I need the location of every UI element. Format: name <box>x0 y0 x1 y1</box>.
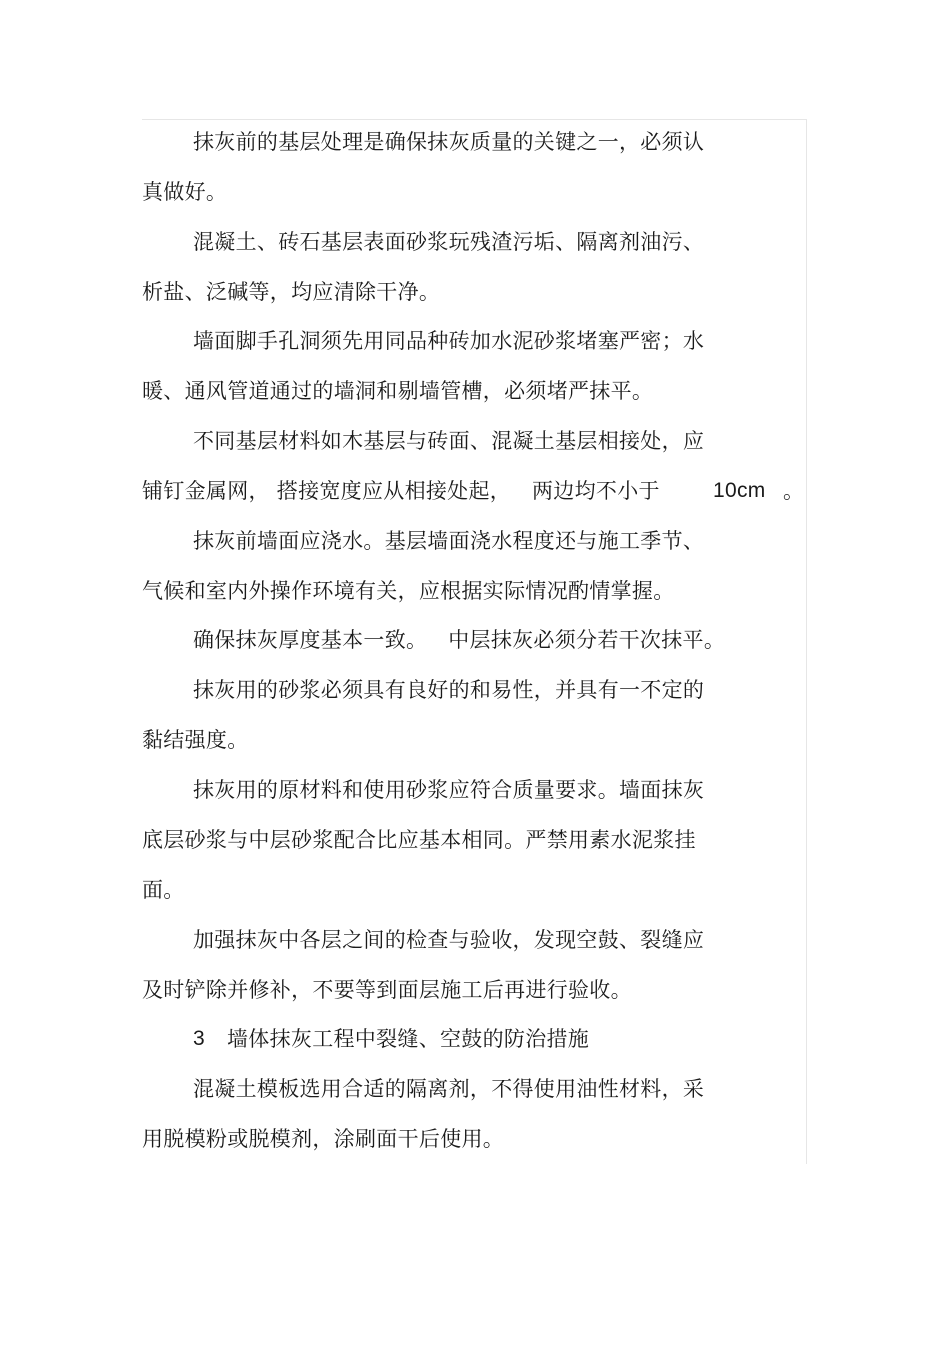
section-number: 3 <box>193 1027 205 1050</box>
section-title: 墙体抹灰工程中裂缝、空鼓的防治措施 <box>227 1027 590 1051</box>
paragraph-8-line-1: 抹灰用的原材料和使用砂浆应符合质量要求。墙面抹灰 <box>193 778 705 802</box>
paragraph-9-line-1: 加强抹灰中各层之间的检查与验收，发现空鼓、裂缝应 <box>193 928 705 952</box>
paragraph-3-line-1: 墙面脚手孔洞须先用同品种砖加水泥砂浆堵塞严密；水 <box>193 329 705 353</box>
paragraph-9-line-2: 及时铲除并修补，不要等到面层施工后再进行验收。 <box>142 978 632 1002</box>
paragraph-2-line-1: 混凝土、砖石基层表面砂浆玩残渣污垢、隔离剂油污、 <box>193 230 705 254</box>
paragraph-4-line-1: 不同基层材料如木基层与砖面、混凝土基层相接处，应 <box>193 429 705 453</box>
paragraph-4-line-2: 铺钉金属网， 搭接宽度应从相接处起， 两边均不小于 <box>142 479 660 503</box>
paragraph-3-line-2: 暖、通风管道通过的墙洞和剔墙管槽，必须堵严抹平。 <box>142 379 654 403</box>
paragraph-8-line-2: 底层砂浆与中层砂浆配合比应基本相同。严禁用素水泥浆挂 <box>142 828 696 852</box>
width-value-period: 。 <box>783 479 805 503</box>
paragraph-1-line-2: 真做好。 <box>142 180 228 204</box>
width-value: 10cm <box>713 479 766 502</box>
paragraph-1-line-1: 抹灰前的基层处理是确保抹灰质量的关键之一，必须认 <box>193 130 705 154</box>
paragraph-11-line-2: 用脱模粉或脱模剂，涂刷面干后使用。 <box>142 1127 505 1151</box>
paragraph-6-line-1: 确保抹灰厚度基本一致。 中层抹灰必须分若干次抹平。 <box>193 628 726 652</box>
paragraph-8-line-3: 面。 <box>142 878 185 902</box>
paragraph-11-line-1: 混凝土模板选用合适的隔离剂，不得使用油性材料，采 <box>193 1077 705 1101</box>
paragraph-5-line-1: 抹灰前墙面应浇水。基层墙面浇水程度还与施工季节、 <box>193 529 705 553</box>
paragraph-7-line-2: 黏结强度。 <box>142 728 249 752</box>
paragraph-2-line-2: 析盐、泛碱等，均应清除干净。 <box>142 280 441 304</box>
paragraph-5-line-2: 气候和室内外操作环境有关，应根据实际情况酌情掌握。 <box>142 579 675 603</box>
paragraph-7-line-1: 抹灰用的砂浆必须具有良好的和易性，并具有一不定的 <box>193 678 705 702</box>
